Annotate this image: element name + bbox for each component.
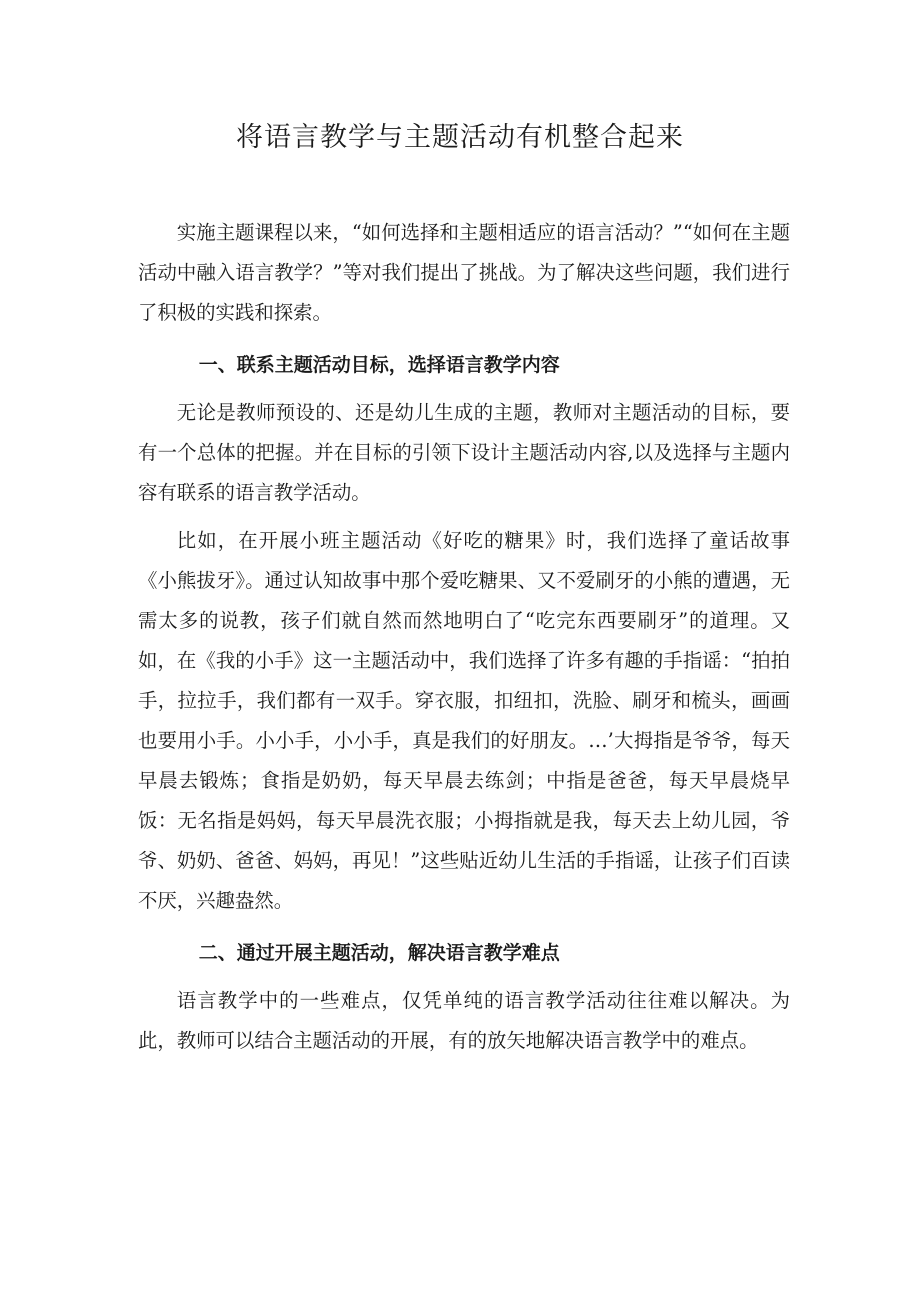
document-body xyxy=(138,213,790,1069)
section-1-paragraph-2: 比如，在开展小班主题活动《好吃的糖果》时，我们选择了童话故事《小熊拔牙》。通过认知故事中那个爱吃糖果、又不爱刷牙的小熊的遭遇，无需太多的说教，孩子们就自然而然地明白了“吃完东西要刷牙”的道理。又如，在《我的小手》这一主题活动中，我们选择了许多有趣的手指谣：“拍拍手，拉拉手，我们都有一双手。穿衣服，扣纽扣，洗脸、刷牙和梳头，画画也要用小手。小小手，小小手，真是我们的好朋友。…’大拇指是爷爷，每天早晨去锻炼；食指是奶奶，每天早晨去练剑；中指是爸爸，每天早晨烧早饭：无名指是妈妈，每天早晨洗衣服；小拇指就是我，每天去上幼儿园，爷爷、奶奶、爸爸、妈妈，再见！”这些贴近幼儿生活的手指谣，让孩子们百读不厌，兴趣盎然。 xyxy=(138,529,790,912)
intro-paragraph: 实施主题课程以来，“如何选择和主题相适应的语言活动？”“如何在主题活动中融入语言教学？”等对我们提出了挑战。为了解决这些问题，我们进行了积极的实践和探索。 xyxy=(138,221,790,324)
section-2-paragraph-1: 语言教学中的一些难点，仅凭单纯的语言教学活动往往难以解决。为此，教师可以结合主题活动的开展，有的放矢地解决语言教学中的难点。 xyxy=(138,989,790,1052)
section-1-paragraph-1: 无论是教师预设的、还是幼儿生成的主题，教师对主题活动的目标，要有一个总体的把握。并在目标的引领下设计主题活动内容,以及选择与主题内容有联系的语言教学活动。 xyxy=(138,401,790,504)
section-1-heading: 一、联系主题活动目标，选择语言教学内容 xyxy=(198,354,560,376)
section-2-heading: 二、通过开展主题活动，解决语言教学难点 xyxy=(198,942,560,964)
document-title: 将语言教学与主题活动有机整合起来 xyxy=(236,122,684,153)
